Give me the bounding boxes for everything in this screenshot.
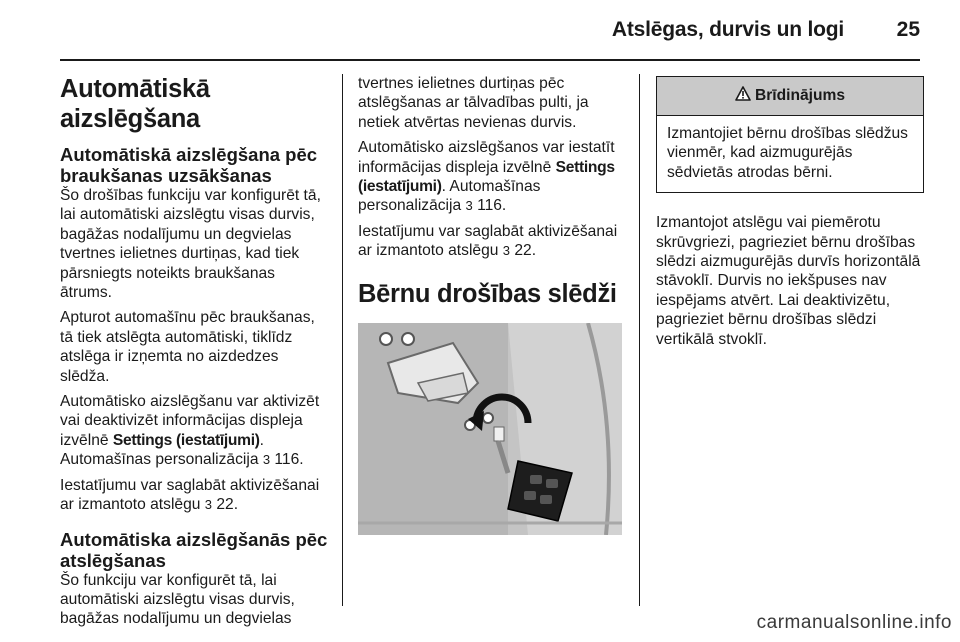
door-child-lock-icon — [358, 323, 622, 535]
header-divider — [60, 59, 920, 61]
subheading-lock-after-unlocking: Automātiska aizslēgšanās pēc atslēgšanas — [60, 528, 328, 571]
page-reference: 116. — [274, 451, 304, 469]
warning-title: Brīdinājums — [754, 87, 846, 105]
page-header — [0, 0, 960, 60]
paragraph: Automātisko aizslēgšanu var aktivizēt vai deaktivizēt informācijas displeja izvēlnē Settings (iestatījumi). Automašīnas personalizācija 3 116. — [60, 393, 320, 469]
warning-text: Izmantojiet bērnu drošības slēdžus vienmēr, kad aizmugurējās sēdvietās atrodas bērni. — [667, 125, 908, 181]
paragraph: Izmantojot atslēgu vai piemērotu skrūvgriezi, pagrieziet bērnu drošības slēdzi aizmugurējās durvīs horizontālā stāvoklī. Durvis no iekšpuses nav iespējams atvērt. Lai deaktivizētu, pagrieziet bērnu drošības slēdzi vertikālā stvoklī. — [656, 214, 921, 348]
reference-arrow-icon: 3 — [262, 452, 271, 468]
warning-header — [657, 77, 923, 116]
menu-name: Settings (iestatījumi) — [358, 158, 615, 196]
warning-box — [656, 76, 924, 193]
page-reference: 22. — [514, 242, 537, 260]
paragraph: Apturot automašīnu pēc braukšanas, tā tiek atslēgta automātiski, tiklīdz atslēga ir izņemta no aizdedzes slēdža. — [60, 309, 315, 385]
paragraph: Šo funkciju var konfigurēt tā, lai automātiski aizslēgtu visas durvis, bagāžas nodalījumu un degvielas — [60, 571, 295, 628]
section-heading-auto-locking: Automātiskā aizslēgšana — [60, 75, 210, 133]
paragraph: Šo drošības funkciju var konfigurēt tā, lai automātiski aizslēgtu visas durvis, bagāžas nodalījumu un degvielas tvertnes ielietnes durtiņas, kad tiek pārsniegts noteikts braukšanas ātrums. — [60, 187, 321, 302]
paragraph: tvertnes ielietnes durtiņas pēc atslēgšanas ar tālvadības pulti, ja netiek atvērtas nevienas durvis. — [358, 75, 589, 131]
reference-arrow-icon: 3 — [502, 243, 510, 259]
chapter-title: Atslēgas, durvis un logi — [611, 18, 844, 41]
section-heading-child-locks: Bērnu drošības slēdži — [358, 279, 617, 308]
column-divider-1 — [342, 74, 343, 606]
child-lock-illustration — [358, 323, 622, 535]
paragraph: Iestatījumu var saglabāt aktivizēšanai ar izmantoto atslēgu 3 22. — [60, 476, 320, 514]
column-3 — [656, 74, 924, 355]
menu-name: Settings (iestatījumi) — [112, 431, 260, 449]
paragraph: Iestatījumu var saglabāt aktivizēšanai ar izmantoto atslēgu 3 22. — [358, 222, 618, 260]
reference-arrow-icon: 3 — [465, 198, 473, 214]
column-divider-2 — [639, 74, 640, 606]
subheading-lock-after-driving: Automātiskā aizslēgšana pēc braukšanas uzsākšanas — [60, 144, 318, 186]
paragraph: Automātisko aizslēgšanos var iestatīt informācijas displeja izvēlnē Settings (iestatījumi). Automašīnas personalizācija 3 116. — [358, 139, 615, 215]
warning-triangle-icon — [735, 86, 751, 106]
column-2 — [358, 74, 626, 535]
page-number: 25 — [896, 18, 920, 41]
page-reference: 116. — [477, 197, 507, 215]
watermark: carmanualsonline.info — [756, 612, 952, 633]
page-reference: 22. — [216, 496, 239, 514]
column-1 — [60, 74, 328, 635]
reference-arrow-icon: 3 — [204, 497, 212, 513]
